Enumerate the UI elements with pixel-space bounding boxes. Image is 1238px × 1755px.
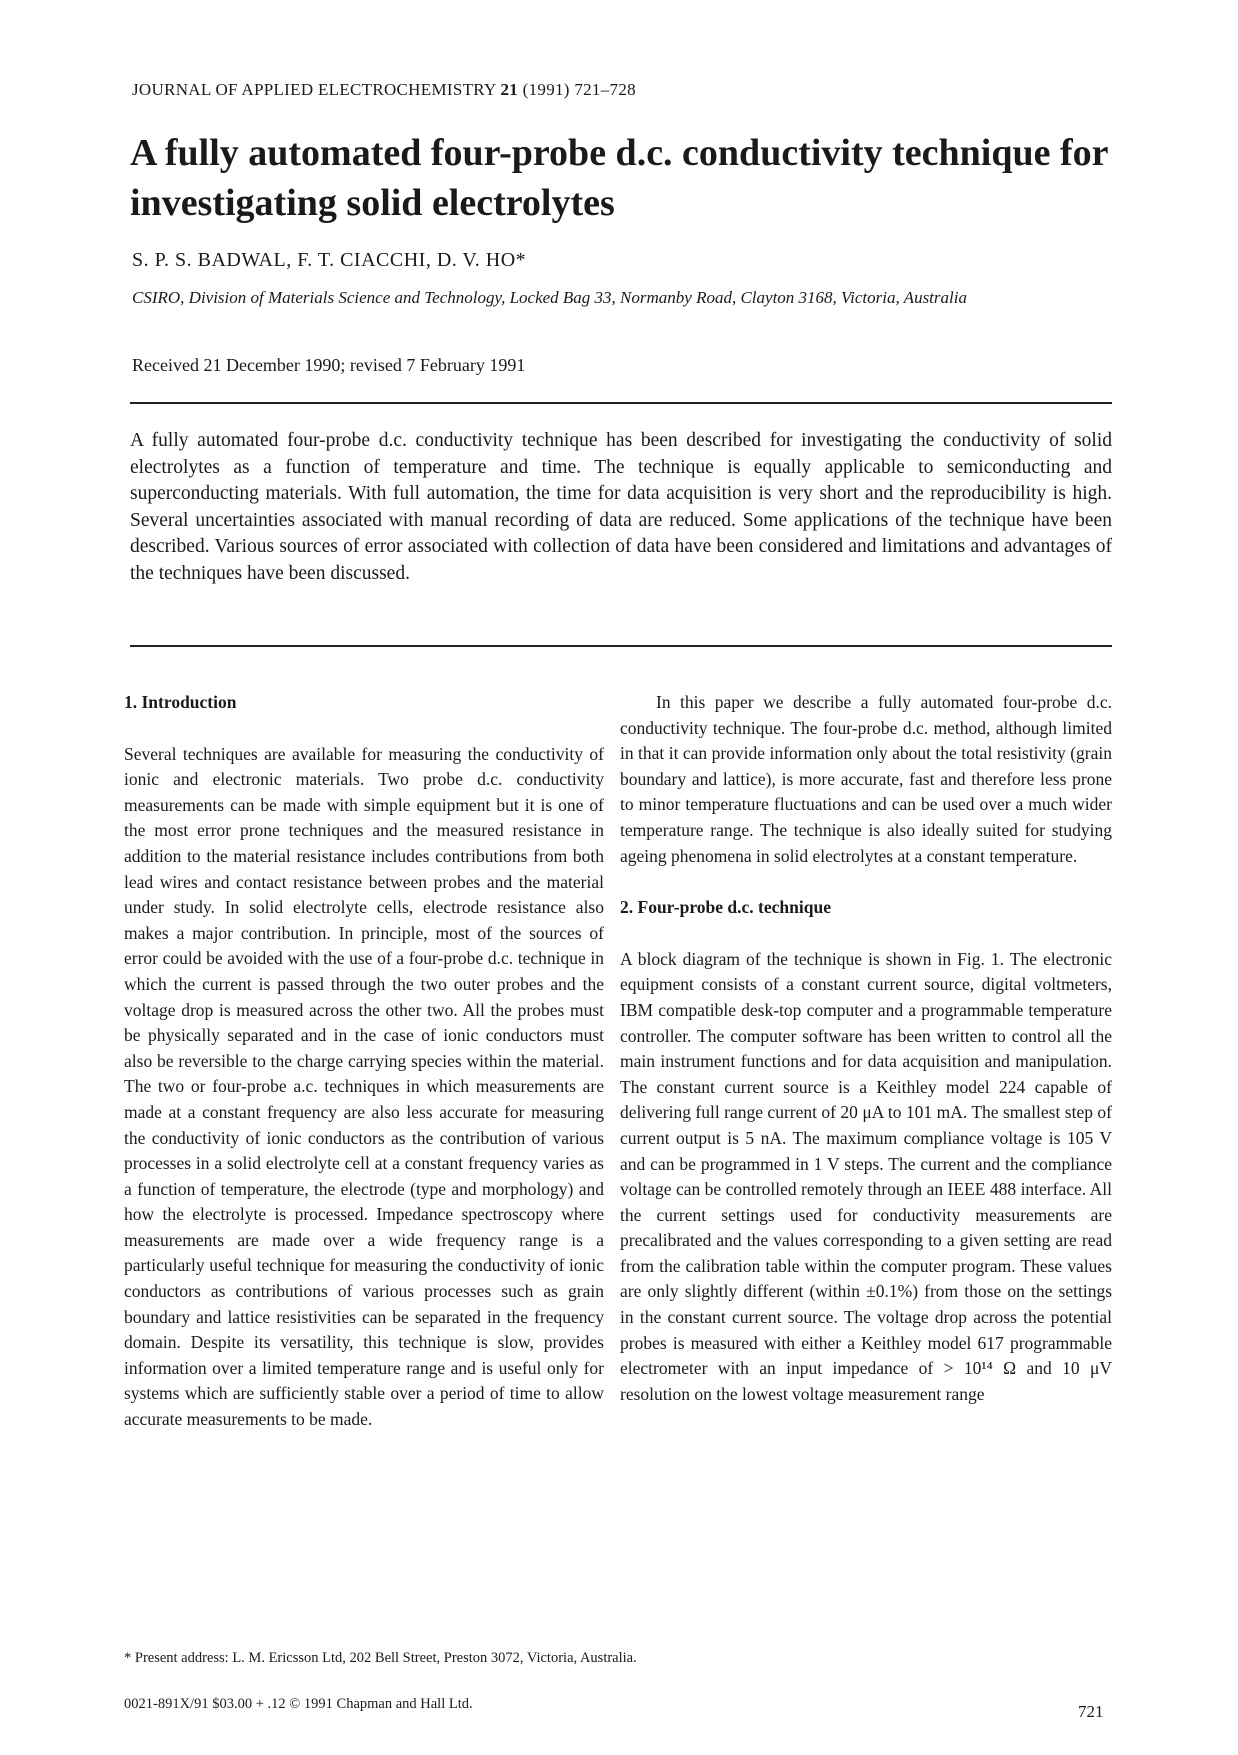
section-heading-technique: 2. Four-probe d.c. technique [620,897,831,918]
journal-name: JOURNAL OF APPLIED ELECTROCHEMISTRY [132,80,496,99]
page-number: 721 [1078,1702,1104,1721]
authors: S. P. S. BADWAL, F. T. CIACCHI, D. V. HO* [132,249,527,271]
divider-bottom [130,645,1112,647]
left-column [124,690,604,1433]
right-column [620,690,1112,1407]
journal-volume: 21 [500,80,519,99]
abstract: A fully automated four-probe d.c. conductivity technique has been described for investigating the conductivity of solid electrolytes as a function of temperature and time. The technique is equally applicable to semiconducting and superconducting materials. With full automation, the time for data acquisition is very short and the reproducibility is high. Several uncertainties associated with manual recording of data are reduced. Some applications of the technique have been described. Various sources of error associated with collection of data have been considered and limitations and advantages of the techniques have been discussed. [130,430,1112,584]
copyright-line: 0021-891X/91 $03.00 + .12 © 1991 Chapman and Hall Ltd. [124,1696,473,1712]
footnote: * Present address: L. M. Ericsson Ltd, 202 Bell Street, Preston 3072, Victoria, Australia. [124,1650,637,1666]
received-dates: Received 21 December 1990; revised 7 February 1991 [132,355,526,375]
journal-header [132,80,636,100]
section-heading-introduction: 1. Introduction [124,692,237,712]
divider-top [130,402,1112,404]
introduction-paragraph-2: In this paper we describe a fully automated four-probe d.c. conductivity technique. The four-probe d.c. method, although limited in that it can provide information only about the total resistivity (grain boundary and lattice), is more accurate, fast and therefore less prone to minor temperature fluctuations and can be used over a much wider temperature range. The technique is also ideally suited for studying ageing phenomena in solid electrolytes at a constant temperature. [620,692,1112,866]
affiliation: CSIRO, Division of Materials Science and Technology, Locked Bag 33, Normanby Road, Clayton 3168, Victoria, Australia [132,288,967,307]
introduction-paragraph: Several techniques are available for measuring the conductivity of ionic and electronic materials. Two probe d.c. conductivity measurements can be made with simple equipment but it is one of the most error prone techniques and the measured resistance in addition to the material resistance includes contributions from both lead wires and contact resistance between probes and the material under study. In solid electrolyte cells, electrode resistance also makes a major contribution. In principle, most of the sources of error could be avoided with the use of a four-probe d.c. technique in which the current is passed through the two outer probes and the voltage drop is measured across the other two. All the probes must be physically separated and in the case of ionic conductors must also be reversible to the charge carrying species within the material. The two or four-probe a.c. techniques in which measurements are made at a constant frequency are also less accurate for measuring the conductivity of ionic conductors as the contribution of various processes in a solid electrolyte cell at a constant frequency varies as a function of temperature, the electrode (type and morphology) and how the electrolyte is processed. Impedance spectroscopy where measurements are made over a wide frequency range is a particularly useful technique for measuring the conductivity of ionic conductors as contributions of various processes such as grain boundary and lattice resistivities can be separated in the frequency domain. Despite its versatility, this technique is slow, provides information over a limited temperature range and is useful only for systems which are sufficiently stable over a period of time to allow accurate measurements to be made. [124,743,604,1430]
technique-paragraph: A block diagram of the technique is shown in Fig. 1. The electronic equipment consists of a constant current source, digital voltmeters, IBM compatible desk-top computer and a programmable temperature controller. The computer software has been written to control all the main instrument functions and for data acquisition and manipulation. The constant current source is a Keithley model 224 capable of delivering full range current of 20 μA to 101 mA. The smallest step of current output is 5 nA. The maximum compliance voltage is 105 V and can be programmed in 1 V steps. The current and the compliance voltage can be controlled remotely through an IEEE 488 interface. All the current settings used for conductivity measurements are precalibrated and the values corresponding to a given setting are read from the calibration table within the computer program. These values are only slightly different (within ±0.1%) from those on the settings in the constant current source. The voltage drop across the potential probes is measured with either a Keithley model 617 programmable electrometer with an input impedance of > 10¹⁴ Ω and 10 μV resolution on the lowest voltage measurement range [620,948,1112,1404]
paper-title: A fully automated four-probe d.c. conductivity technique for investigating solid electrolytes [130,132,1108,224]
journal-year-pages: (1991) 721–728 [522,80,636,99]
